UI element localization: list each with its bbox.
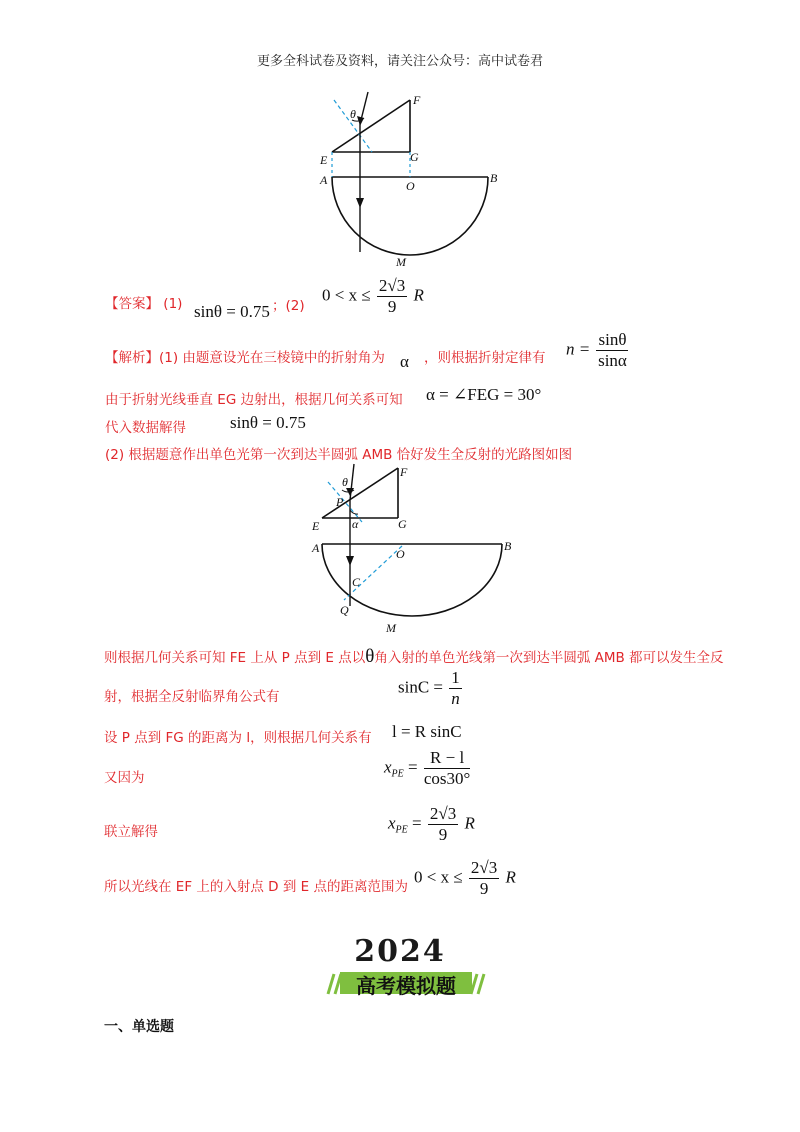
label-e: E bbox=[320, 153, 328, 167]
fig2-label-m: M bbox=[386, 621, 396, 635]
answer-tag: 【答案】 bbox=[105, 296, 159, 312]
analysis-line6: 射，根据全反射临界角公式有 bbox=[104, 689, 280, 705]
label-theta: θ bbox=[350, 107, 356, 121]
banner-title: 高考模拟题 bbox=[356, 974, 456, 998]
analysis-line9: 联立解得 bbox=[104, 824, 158, 840]
fig2-label-alpha: α bbox=[352, 517, 359, 531]
analysis-line3-eq: sinθ = 0.75 bbox=[230, 413, 306, 432]
analysis-line10: 所以光线在 EF 上的入射点 D 到 E 点的距离范围为 bbox=[104, 879, 408, 895]
figure-1-diagram bbox=[310, 90, 510, 270]
analysis-tag: 【解析】 bbox=[105, 350, 159, 366]
fig2-label-o: O bbox=[396, 547, 405, 561]
analysis-line7-eq: l = R sinC bbox=[392, 722, 462, 741]
fig2-label-theta: θ bbox=[342, 475, 348, 489]
answer-eq2: 0 < x ≤ $\frac{2√3}{9}$ R bbox=[322, 276, 424, 316]
label-f: F bbox=[413, 93, 421, 107]
answer-line bbox=[105, 292, 182, 312]
label-m: M bbox=[396, 255, 406, 269]
analysis-line3: 代入数据解得 bbox=[105, 420, 186, 436]
fig2-label-q: Q bbox=[340, 603, 349, 617]
page-header: 更多全科试卷及资料，请关注公众号：高中试卷君 bbox=[256, 54, 543, 69]
label-a: A bbox=[320, 173, 328, 187]
fig2-label-g: G bbox=[398, 517, 407, 531]
alpha-symbol: α bbox=[400, 352, 409, 371]
x-pe-result-eq: $x_{PE}$ = $\frac{2√3}{9}$ R bbox=[388, 804, 475, 844]
answer-sep: ；(2) bbox=[272, 298, 305, 314]
section-title: 一、单选题 bbox=[104, 1019, 174, 1035]
analysis-line2-eq: α = ∠FEG = 30° bbox=[426, 385, 542, 404]
analysis-line2: 由于折射光线垂直 EG 边射出，根据几何关系可知 bbox=[105, 392, 403, 408]
fig2-label-f: F bbox=[400, 465, 408, 479]
label-g: G bbox=[410, 150, 419, 164]
snell-law-eq: n = $\frac{\sin\theta}{\sin\alpha}$ bbox=[566, 330, 627, 370]
analysis-line8: 又因为 bbox=[104, 770, 145, 786]
refracted-arrow bbox=[356, 198, 364, 208]
label-b: B bbox=[490, 171, 498, 185]
figure-2-diagram bbox=[306, 462, 516, 640]
answer-part1: (1) bbox=[163, 296, 183, 312]
fig2-label-a: A bbox=[312, 541, 320, 555]
x-pe-eq: $x_{PE}$ = $\frac{R - l}{\cos 30^\circ}$ bbox=[384, 748, 471, 788]
critical-angle-eq: sinC = $\frac{1}{n}$ bbox=[398, 668, 460, 708]
fig2-label-p: P bbox=[336, 495, 344, 509]
analysis-line7: 设 P 点到 FG 的距离为 l，则根据几何关系有 bbox=[104, 730, 372, 746]
label-o: O bbox=[406, 179, 415, 193]
analysis-line4: (2) 根据题意作出单色光第一次到达半圆弧 AMB 恰好发生全反射的光路图如图 bbox=[105, 447, 573, 463]
answer-eq1: sinθ = 0.75 bbox=[194, 302, 270, 321]
prism-hypotenuse bbox=[332, 100, 410, 152]
fig2-label-b: B bbox=[504, 539, 512, 553]
year-title: 2024 bbox=[354, 934, 446, 969]
fig2-label-e: E bbox=[312, 519, 320, 533]
range-eq: 0 < x ≤ $\frac{2√3}{9}$ R bbox=[414, 858, 516, 898]
analysis-line1: 【解析】(1) 由题意设光在三棱镜中的折射角为 bbox=[105, 350, 385, 366]
analysis-line1b: ，则根据折射定律有 bbox=[424, 350, 546, 366]
fig2-label-c: C bbox=[352, 575, 361, 589]
analysis-line5: 则根据几何关系可知 FE 上从 P 点到 E 点以θ角入射的单色光线第一次到达半圆弧 AMB 都可以发生全反 bbox=[104, 646, 724, 667]
